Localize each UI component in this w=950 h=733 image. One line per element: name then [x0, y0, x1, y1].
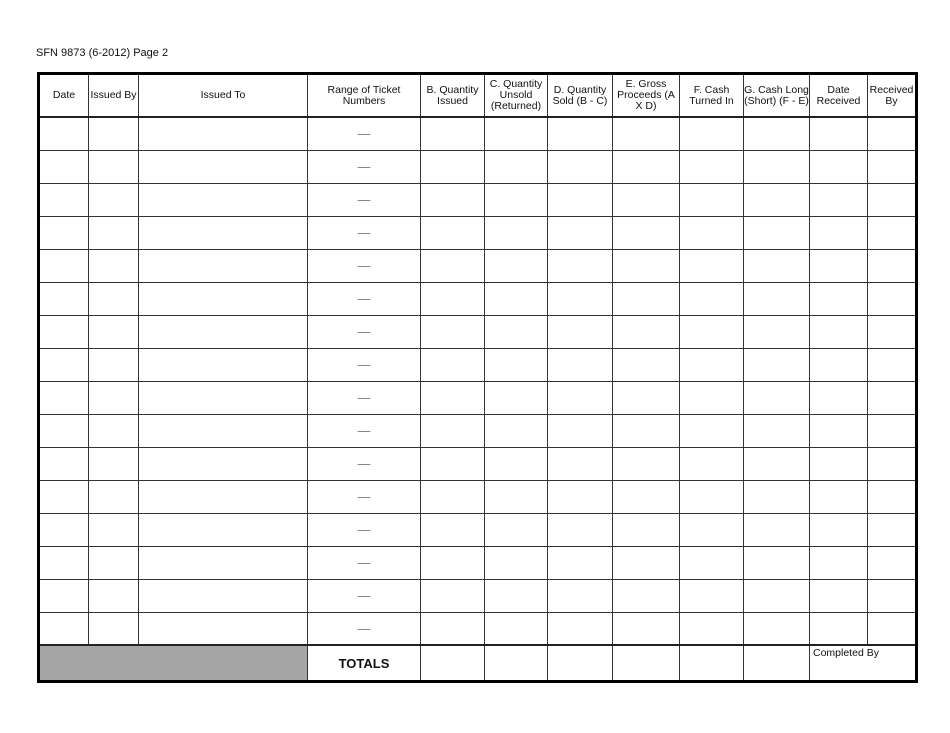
- cell-quantity-unsold[interactable]: [485, 513, 548, 546]
- cell-quantity-issued[interactable]: [421, 579, 485, 612]
- cell-cash-turned-in[interactable]: [680, 150, 744, 183]
- cell-ticket-range[interactable]: [308, 546, 421, 579]
- cell-gross-proceeds[interactable]: [613, 447, 680, 480]
- cell-issued-by[interactable]: [89, 513, 139, 546]
- cell-cash-turned-in[interactable]: [680, 381, 744, 414]
- cell-date[interactable]: [39, 612, 89, 645]
- cell-cash-long-short[interactable]: [744, 117, 810, 150]
- range-separator: —: [357, 192, 371, 207]
- cell-quantity-sold[interactable]: [548, 348, 613, 381]
- cell-received-by[interactable]: [868, 216, 917, 249]
- total-cash-long-short[interactable]: [744, 645, 810, 682]
- cell-cash-long-short[interactable]: [744, 183, 810, 216]
- range-separator: —: [357, 324, 371, 339]
- cell-date[interactable]: [39, 447, 89, 480]
- cell-quantity-issued[interactable]: [421, 513, 485, 546]
- cell-issued-to[interactable]: [139, 513, 308, 546]
- total-gross-proceeds[interactable]: [613, 645, 680, 682]
- range-separator: —: [357, 258, 371, 273]
- cell-issued-by[interactable]: [89, 282, 139, 315]
- cell-quantity-issued[interactable]: [421, 546, 485, 579]
- cell-quantity-unsold[interactable]: [485, 315, 548, 348]
- shaded-area: [39, 645, 308, 682]
- cell-quantity-sold[interactable]: [548, 480, 613, 513]
- totals-label: TOTALS: [308, 645, 421, 682]
- cell-cash-turned-in[interactable]: [680, 480, 744, 513]
- cell-issued-by[interactable]: [89, 249, 139, 282]
- cell-gross-proceeds[interactable]: [613, 249, 680, 282]
- cell-quantity-issued[interactable]: [421, 480, 485, 513]
- cell-issued-to[interactable]: [139, 612, 308, 645]
- range-separator: —: [357, 423, 371, 438]
- cell-ticket-range[interactable]: [308, 480, 421, 513]
- table-row: [39, 480, 917, 513]
- range-separator: —: [357, 291, 371, 306]
- cell-received-by[interactable]: [868, 183, 917, 216]
- cell-date[interactable]: [39, 315, 89, 348]
- header-issued-to: Issued To: [139, 74, 308, 118]
- cell-cash-long-short[interactable]: [744, 579, 810, 612]
- cell-issued-by[interactable]: [89, 546, 139, 579]
- cell-quantity-unsold[interactable]: [485, 249, 548, 282]
- total-quantity-issued[interactable]: [421, 645, 485, 682]
- table-row: [39, 315, 917, 348]
- cell-ticket-range[interactable]: [308, 447, 421, 480]
- table-row: [39, 414, 917, 447]
- cell-ticket-range[interactable]: [308, 513, 421, 546]
- cell-gross-proceeds[interactable]: [613, 282, 680, 315]
- cell-quantity-issued[interactable]: [421, 282, 485, 315]
- cell-date-received[interactable]: [810, 150, 868, 183]
- cell-issued-by[interactable]: [89, 579, 139, 612]
- table-row: [39, 282, 917, 315]
- cell-received-by[interactable]: [868, 546, 917, 579]
- range-separator: —: [357, 159, 371, 174]
- cell-issued-by[interactable]: [89, 315, 139, 348]
- cell-date[interactable]: [39, 381, 89, 414]
- total-cash-turned-in[interactable]: [680, 645, 744, 682]
- cell-issued-to[interactable]: [139, 447, 308, 480]
- header-quantity-unsold: C. Quantity Unsold (Returned): [485, 74, 548, 118]
- cell-issued-to[interactable]: [139, 579, 308, 612]
- cell-issued-to[interactable]: [139, 414, 308, 447]
- form-identifier: SFN 9873 (6-2012) Page 2: [36, 47, 169, 59]
- cell-quantity-unsold[interactable]: [485, 117, 548, 150]
- completed-by-field[interactable]: Completed By: [810, 645, 917, 682]
- cell-cash-turned-in[interactable]: [680, 216, 744, 249]
- cell-cash-turned-in[interactable]: [680, 612, 744, 645]
- cell-issued-by[interactable]: [89, 348, 139, 381]
- cell-date-received[interactable]: [810, 282, 868, 315]
- header-received-by: Received By: [868, 74, 917, 118]
- cell-quantity-issued[interactable]: [421, 216, 485, 249]
- cell-gross-proceeds[interactable]: [613, 546, 680, 579]
- cell-date-received[interactable]: [810, 579, 868, 612]
- cell-date[interactable]: [39, 249, 89, 282]
- cell-issued-by[interactable]: [89, 117, 139, 150]
- range-separator: —: [357, 390, 371, 405]
- cell-quantity-sold[interactable]: [548, 381, 613, 414]
- cell-quantity-sold[interactable]: [548, 546, 613, 579]
- cell-date-received[interactable]: [810, 183, 868, 216]
- cell-date-received[interactable]: [810, 249, 868, 282]
- cell-gross-proceeds[interactable]: [613, 480, 680, 513]
- cell-date[interactable]: [39, 282, 89, 315]
- cell-quantity-issued[interactable]: [421, 414, 485, 447]
- ticket-log-table: [37, 72, 918, 683]
- header-row: [39, 74, 917, 118]
- cell-received-by[interactable]: [868, 117, 917, 150]
- header-quantity-issued: B. Quantity Issued: [421, 74, 485, 118]
- cell-quantity-issued[interactable]: [421, 612, 485, 645]
- cell-gross-proceeds[interactable]: [613, 150, 680, 183]
- cell-quantity-sold[interactable]: [548, 315, 613, 348]
- cell-cash-long-short[interactable]: [744, 612, 810, 645]
- cell-received-by[interactable]: [868, 579, 917, 612]
- cell-date-received[interactable]: [810, 315, 868, 348]
- cell-quantity-issued[interactable]: [421, 315, 485, 348]
- cell-quantity-issued[interactable]: [421, 447, 485, 480]
- cell-date-received[interactable]: [810, 546, 868, 579]
- cell-received-by[interactable]: [868, 381, 917, 414]
- cell-issued-by[interactable]: [89, 612, 139, 645]
- cell-quantity-sold[interactable]: [548, 249, 613, 282]
- cell-date-received[interactable]: [810, 612, 868, 645]
- cell-date[interactable]: [39, 150, 89, 183]
- cell-issued-to[interactable]: [139, 546, 308, 579]
- header-quantity-sold: D. Quantity Sold (B - C): [548, 74, 613, 118]
- cell-date[interactable]: [39, 480, 89, 513]
- cell-cash-turned-in[interactable]: [680, 546, 744, 579]
- cell-date[interactable]: [39, 117, 89, 150]
- cell-gross-proceeds[interactable]: [613, 579, 680, 612]
- cell-ticket-range[interactable]: [308, 381, 421, 414]
- range-separator: —: [357, 620, 371, 636]
- table-row: [39, 117, 917, 150]
- cell-issued-to[interactable]: [139, 117, 308, 150]
- cell-date-received[interactable]: [810, 216, 868, 249]
- cell-issued-by[interactable]: [89, 216, 139, 249]
- cell-quantity-sold[interactable]: [548, 282, 613, 315]
- cell-cash-long-short[interactable]: [744, 315, 810, 348]
- cell-date-received[interactable]: [810, 447, 868, 480]
- cell-cash-long-short[interactable]: [744, 348, 810, 381]
- table-row: [39, 348, 917, 381]
- cell-received-by[interactable]: [868, 612, 917, 645]
- cell-quantity-issued[interactable]: [421, 117, 485, 150]
- cell-issued-to[interactable]: [139, 381, 308, 414]
- cell-issued-to[interactable]: [139, 150, 308, 183]
- cell-issued-by[interactable]: [89, 414, 139, 447]
- cell-date[interactable]: [39, 216, 89, 249]
- cell-quantity-issued[interactable]: [421, 150, 485, 183]
- cell-ticket-range[interactable]: [308, 249, 421, 282]
- cell-cash-long-short[interactable]: [744, 546, 810, 579]
- cell-issued-to[interactable]: [139, 480, 308, 513]
- cell-ticket-range[interactable]: [308, 579, 421, 612]
- table-row: [39, 249, 917, 282]
- cell-quantity-sold[interactable]: [548, 447, 613, 480]
- cell-cash-long-short[interactable]: [744, 447, 810, 480]
- cell-date[interactable]: [39, 513, 89, 546]
- cell-cash-long-short[interactable]: [744, 513, 810, 546]
- table-row: [39, 447, 917, 480]
- table-row: [39, 579, 917, 612]
- cell-date-received[interactable]: [810, 414, 868, 447]
- range-separator: —: [357, 126, 371, 142]
- cell-cash-turned-in[interactable]: [680, 447, 744, 480]
- cell-date-received[interactable]: [810, 513, 868, 546]
- cell-issued-to[interactable]: [139, 282, 308, 315]
- total-quantity-unsold[interactable]: [485, 645, 548, 682]
- cell-quantity-unsold[interactable]: [485, 414, 548, 447]
- cell-gross-proceeds[interactable]: [613, 216, 680, 249]
- cell-quantity-unsold[interactable]: [485, 381, 548, 414]
- cell-quantity-sold[interactable]: [548, 612, 613, 645]
- table-row: [39, 183, 917, 216]
- cell-cash-turned-in[interactable]: [680, 117, 744, 150]
- cell-issued-by[interactable]: [89, 183, 139, 216]
- range-separator: —: [357, 522, 371, 537]
- cell-quantity-unsold[interactable]: [485, 546, 548, 579]
- cell-quantity-unsold[interactable]: [485, 282, 548, 315]
- cell-quantity-sold[interactable]: [548, 414, 613, 447]
- range-separator: —: [357, 555, 371, 570]
- cell-date[interactable]: [39, 348, 89, 381]
- cell-cash-long-short[interactable]: [744, 216, 810, 249]
- cell-quantity-sold[interactable]: [548, 117, 613, 150]
- cell-issued-by[interactable]: [89, 447, 139, 480]
- cell-cash-turned-in[interactable]: [680, 513, 744, 546]
- cell-gross-proceeds[interactable]: [613, 183, 680, 216]
- cell-received-by[interactable]: [868, 348, 917, 381]
- cell-ticket-range[interactable]: [308, 150, 421, 183]
- cell-cash-long-short[interactable]: [744, 150, 810, 183]
- cell-issued-by[interactable]: [89, 150, 139, 183]
- header-date-received: Date Received: [810, 74, 868, 118]
- cell-received-by[interactable]: [868, 315, 917, 348]
- totals-row: [39, 645, 917, 682]
- cell-gross-proceeds[interactable]: [613, 315, 680, 348]
- cell-received-by[interactable]: [868, 282, 917, 315]
- cell-cash-turned-in[interactable]: [680, 315, 744, 348]
- cell-ticket-range[interactable]: [308, 183, 421, 216]
- cell-cash-turned-in[interactable]: [680, 249, 744, 282]
- range-separator: —: [357, 225, 371, 240]
- cell-quantity-issued[interactable]: [421, 183, 485, 216]
- cell-gross-proceeds[interactable]: [613, 612, 680, 645]
- cell-quantity-sold[interactable]: [548, 216, 613, 249]
- cell-received-by[interactable]: [868, 480, 917, 513]
- cell-quantity-unsold[interactable]: [485, 447, 548, 480]
- cell-quantity-sold[interactable]: [548, 183, 613, 216]
- table-row: [39, 150, 917, 183]
- cell-date[interactable]: [39, 546, 89, 579]
- cell-quantity-unsold[interactable]: [485, 612, 548, 645]
- cell-cash-turned-in[interactable]: [680, 414, 744, 447]
- cell-quantity-issued[interactable]: [421, 249, 485, 282]
- cell-date-received[interactable]: [810, 480, 868, 513]
- cell-received-by[interactable]: [868, 249, 917, 282]
- header-cash-turned-in: F. Cash Turned In: [680, 74, 744, 118]
- table-row: [39, 513, 917, 546]
- header-issued-by: Issued By: [89, 74, 139, 118]
- cell-quantity-sold[interactable]: [548, 579, 613, 612]
- total-quantity-sold[interactable]: [548, 645, 613, 682]
- range-separator: —: [357, 456, 371, 471]
- cell-cash-turned-in[interactable]: [680, 348, 744, 381]
- cell-quantity-unsold[interactable]: [485, 480, 548, 513]
- cell-received-by[interactable]: [868, 513, 917, 546]
- cell-quantity-issued[interactable]: [421, 348, 485, 381]
- cell-issued-to[interactable]: [139, 348, 308, 381]
- cell-issued-to[interactable]: [139, 216, 308, 249]
- cell-ticket-range[interactable]: [308, 612, 421, 645]
- range-separator: —: [357, 588, 371, 603]
- cell-quantity-sold[interactable]: [548, 513, 613, 546]
- cell-quantity-sold[interactable]: [548, 150, 613, 183]
- table-row: [39, 216, 917, 249]
- cell-date[interactable]: [39, 183, 89, 216]
- cell-cash-long-short[interactable]: [744, 480, 810, 513]
- header-cash-long-short: G. Cash Long (Short) (F - E): [744, 74, 810, 118]
- cell-cash-long-short[interactable]: [744, 249, 810, 282]
- cell-date-received[interactable]: [810, 348, 868, 381]
- cell-cash-long-short[interactable]: [744, 282, 810, 315]
- cell-issued-by[interactable]: [89, 381, 139, 414]
- cell-quantity-unsold[interactable]: [485, 579, 548, 612]
- cell-gross-proceeds[interactable]: [613, 381, 680, 414]
- cell-date-received[interactable]: [810, 117, 868, 150]
- cell-cash-turned-in[interactable]: [680, 183, 744, 216]
- cell-ticket-range[interactable]: [308, 282, 421, 315]
- cell-ticket-range[interactable]: [308, 414, 421, 447]
- cell-ticket-range[interactable]: [308, 117, 421, 150]
- cell-issued-to[interactable]: [139, 183, 308, 216]
- header-gross-proceeds: E. Gross Proceeds (A X D): [613, 74, 680, 118]
- cell-quantity-issued[interactable]: [421, 381, 485, 414]
- cell-date[interactable]: [39, 414, 89, 447]
- cell-cash-turned-in[interactable]: [680, 579, 744, 612]
- cell-received-by[interactable]: [868, 414, 917, 447]
- cell-gross-proceeds[interactable]: [613, 414, 680, 447]
- cell-issued-by[interactable]: [89, 480, 139, 513]
- cell-quantity-unsold[interactable]: [485, 348, 548, 381]
- cell-received-by[interactable]: [868, 150, 917, 183]
- table-row: [39, 546, 917, 579]
- cell-issued-to[interactable]: [139, 249, 308, 282]
- range-separator: —: [357, 489, 371, 504]
- cell-issued-to[interactable]: [139, 315, 308, 348]
- cell-gross-proceeds[interactable]: [613, 513, 680, 546]
- cell-quantity-unsold[interactable]: [485, 150, 548, 183]
- cell-quantity-unsold[interactable]: [485, 183, 548, 216]
- cell-quantity-unsold[interactable]: [485, 216, 548, 249]
- table-row: [39, 381, 917, 414]
- cell-ticket-range[interactable]: [308, 216, 421, 249]
- table-row: [39, 612, 917, 645]
- header-date: Date: [39, 74, 89, 118]
- cell-gross-proceeds[interactable]: [613, 117, 680, 150]
- cell-ticket-range[interactable]: [308, 315, 421, 348]
- cell-date-received[interactable]: [810, 381, 868, 414]
- cell-cash-turned-in[interactable]: [680, 282, 744, 315]
- cell-gross-proceeds[interactable]: [613, 348, 680, 381]
- range-separator: —: [357, 357, 371, 372]
- cell-received-by[interactable]: [868, 447, 917, 480]
- cell-date[interactable]: [39, 579, 89, 612]
- cell-cash-long-short[interactable]: [744, 414, 810, 447]
- cell-cash-long-short[interactable]: [744, 381, 810, 414]
- header-ticket-range: Range of Ticket Numbers: [308, 74, 421, 118]
- cell-ticket-range[interactable]: [308, 348, 421, 381]
